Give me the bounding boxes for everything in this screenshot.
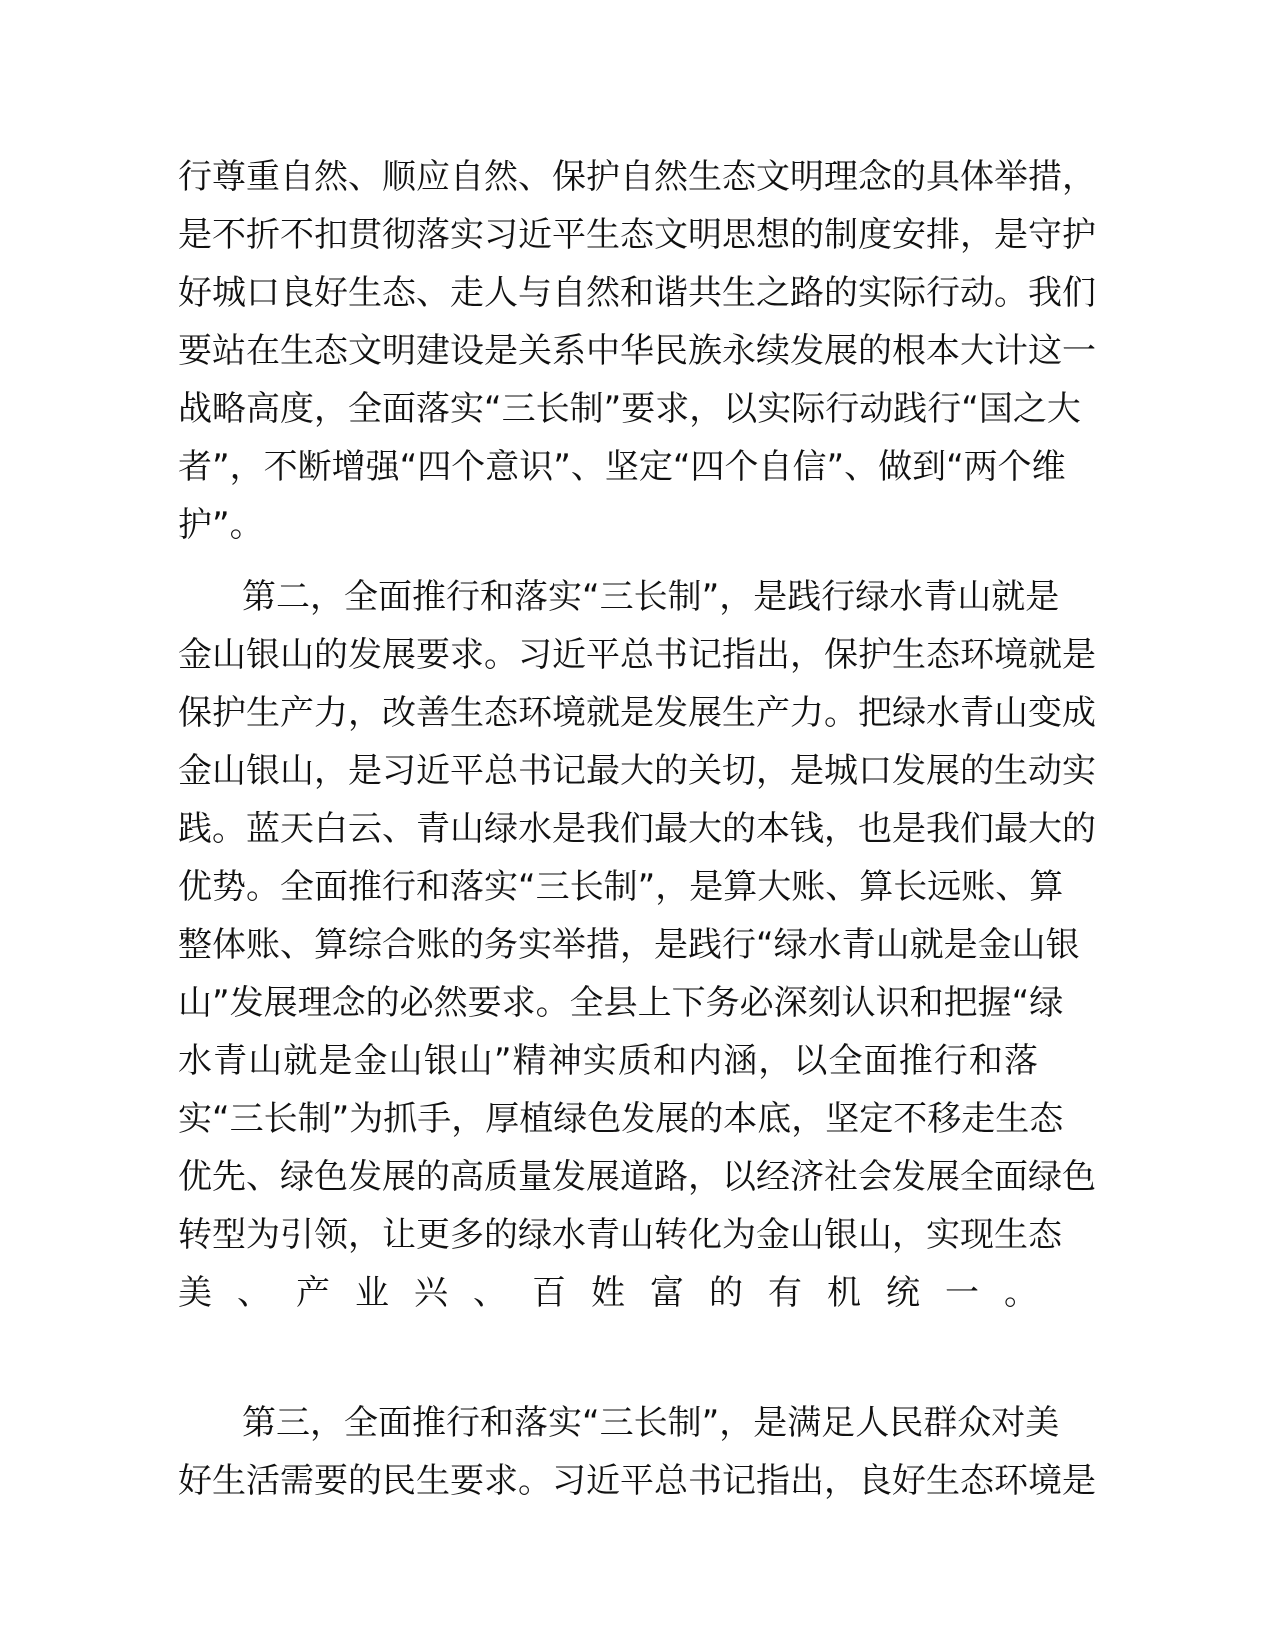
text-line: 第二，全面推行和落实“三长制”，是践行绿水青山就是 xyxy=(242,577,1060,617)
text-line: 金山银山的发展要求。习近平总书记指出，保护生态环境就是 xyxy=(178,635,1096,675)
text-line: 护”。 xyxy=(178,505,264,545)
text-line: 转型为引领，让更多的绿水青山转化为金山银山，实现生态 xyxy=(178,1215,1062,1255)
text-line: 行尊重自然、顺应自然、保护自然生态文明理念的具体举措， xyxy=(178,157,1096,197)
paragraph-3 xyxy=(178,1394,1096,1510)
paragraph-2 xyxy=(178,568,1096,1380)
document-body xyxy=(178,148,1096,1510)
text-line: 好生活需要的民生要求。习近平总书记指出，良好生态环境是 xyxy=(178,1461,1096,1501)
paragraph-1 xyxy=(178,148,1096,554)
text-line: 山”发展理念的必然要求。全县上下务必深刻认识和把握“绿 xyxy=(178,983,1064,1023)
text-line: 优先、绿色发展的高质量发展道路，以经济社会发展全面绿色 xyxy=(178,1157,1096,1197)
text-line: 是不折不扣贯彻落实习近平生态文明思想的制度安排，是守护 xyxy=(178,215,1096,255)
text-line: 整体账、算综合账的务实举措，是践行“绿水青山就是金山银 xyxy=(178,925,1080,965)
text-line: 要站在生态文明建设是关系中华民族永续发展的根本大计这一 xyxy=(178,331,1096,371)
paragraph-gap xyxy=(178,1380,1038,1394)
text-line: 者”，不断增强“四个意识”、坚定“四个自信”、做到“两个维 xyxy=(178,447,1066,487)
text-line: 第三，全面推行和落实“三长制”，是满足人民群众对美 xyxy=(242,1403,1060,1443)
text-line: 金山银山，是习近平总书记最大的关切，是城口发展的生动实 xyxy=(178,751,1096,791)
paragraph-gap xyxy=(178,554,1038,568)
text-line: 美、产业兴、百姓富的有机统一。 xyxy=(178,1273,1038,1313)
text-line: 优势。全面推行和落实“三长制”，是算大账、算长远账、算 xyxy=(178,867,1064,907)
text-line xyxy=(178,1322,1038,1380)
text-line: 实“三长制”为抓手，厚植绿色发展的本底，坚定不移走生态 xyxy=(178,1099,1064,1139)
text-line: 践。蓝天白云、青山绿水是我们最大的本钱，也是我们最大的 xyxy=(178,809,1096,849)
text-line: 战略高度，全面落实“三长制”要求，以实际行动践行“国之大 xyxy=(178,389,1081,429)
text-line: 水青山就是金山银山”精神实质和内涵，以全面推行和落 xyxy=(178,1041,1038,1081)
text-line: 好城口良好生态、走人与自然和谐共生之路的实际行动。我们 xyxy=(178,273,1096,313)
text-line: 保护生产力，改善生态环境就是发展生产力。把绿水青山变成 xyxy=(178,693,1096,733)
